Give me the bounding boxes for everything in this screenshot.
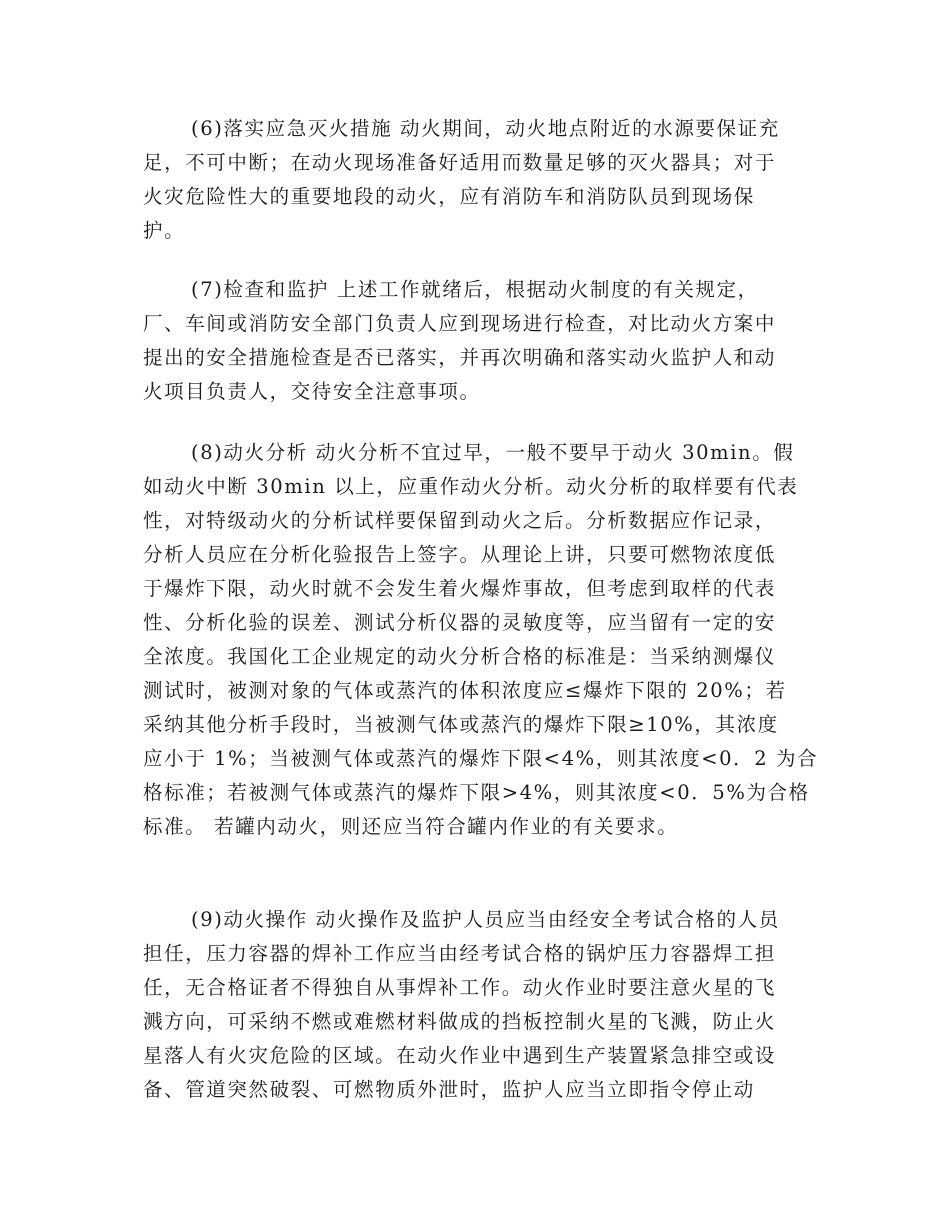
text-line: 应小于 1%；当被测气体或蒸汽的爆炸下限<4%，则其浓度<0．2 为合 (143, 747, 819, 770)
text-line: 如动火中断 30min 以上，应重作动火分析。动火分析的取样要有代表 (143, 475, 799, 498)
text-line: 提出的安全措施检查是否已落实，并再次明确和落实动火监护人和动 (143, 346, 777, 369)
text-line: 护。 (143, 219, 186, 242)
text-line: 溅方向，可采纳不燃或难燃材料做成的挡板控制火星的飞溅，防止火 (143, 1010, 777, 1033)
text-line: 标准。 若罐内动火，则还应当符合罐内作业的有关要求。 (143, 815, 679, 838)
text-line: 任，无合格证者不得独自从事焊补工作。动火作业时要注意火星的飞 (143, 976, 777, 999)
paragraph-8 (143, 436, 819, 844)
paragraph-9 (143, 903, 813, 1107)
text-line: 火项目负责人，交待安全注意事项。 (143, 380, 481, 403)
text-line: 备、管道突然破裂、可燃物质外泄时，监护人应当立即指令停止动 (143, 1078, 755, 1101)
text-line: 于爆炸下限，动火时就不会发生着火爆炸事故，但考虑到取样的代表 (143, 577, 777, 600)
text-line: 测试时，被测对象的气体或蒸汽的体积浓度应≤爆炸下限的 20%；若 (143, 679, 787, 702)
text-line: 采纳其他分析手段时，当被测气体或蒸汽的爆炸下限≥10%，其浓度 (143, 713, 779, 736)
text-line: 性、分析化验的误差、测试分析仪器的灵敏度等，应当留有一定的安 (143, 611, 777, 634)
text-line: 全浓度。我国化工企业规定的动火分析合格的标准是：当采纳测爆仪 (143, 645, 777, 668)
text-line: 性，对特级动火的分析试样要保留到动火之后。分析数据应作记录， (143, 509, 777, 532)
paragraph-7 (143, 273, 813, 409)
text-line: 星落人有火灾危险的区域。在动火作业中遇到生产装置紧急排空或设 (143, 1044, 777, 1067)
text-line: 格标准；若被测气体或蒸汽的爆炸下限>4%，则其浓度<0．5%为合格 (143, 781, 810, 804)
text-line: 担任，压力容器的焊补工作应当由经考试合格的锅炉压力容器焊工担 (143, 942, 777, 965)
text-line: (8)动火分析 动火分析不宜过早，一般不要早于动火 30min。假 (191, 441, 795, 464)
text-line: 火灾危险性大的重要地段的动火，应有消防车和消防队员到现场保 (143, 185, 755, 208)
text-line: 足，不可中断；在动火现场准备好适用而数量足够的灭火器具；对于 (143, 151, 777, 174)
text-line: (9)动火操作 动火操作及监护人员应当由经安全考试合格的人员 (191, 908, 780, 931)
text-line: (7)检查和监护 上述工作就绪后，根据动火制度的有关规定， (191, 278, 759, 301)
text-line: 分析人员应在分析化验报告上签字。从理论上讲，只要可燃物浓度低 (143, 543, 777, 566)
text-line: (6)落实应急灭火措施 动火期间，动火地点附近的水源要保证充 (191, 117, 780, 140)
paragraph-6 (143, 112, 813, 248)
text-line: 厂、车间或消防安全部门负责人应到现场进行检查，对比动火方案中 (143, 312, 777, 335)
